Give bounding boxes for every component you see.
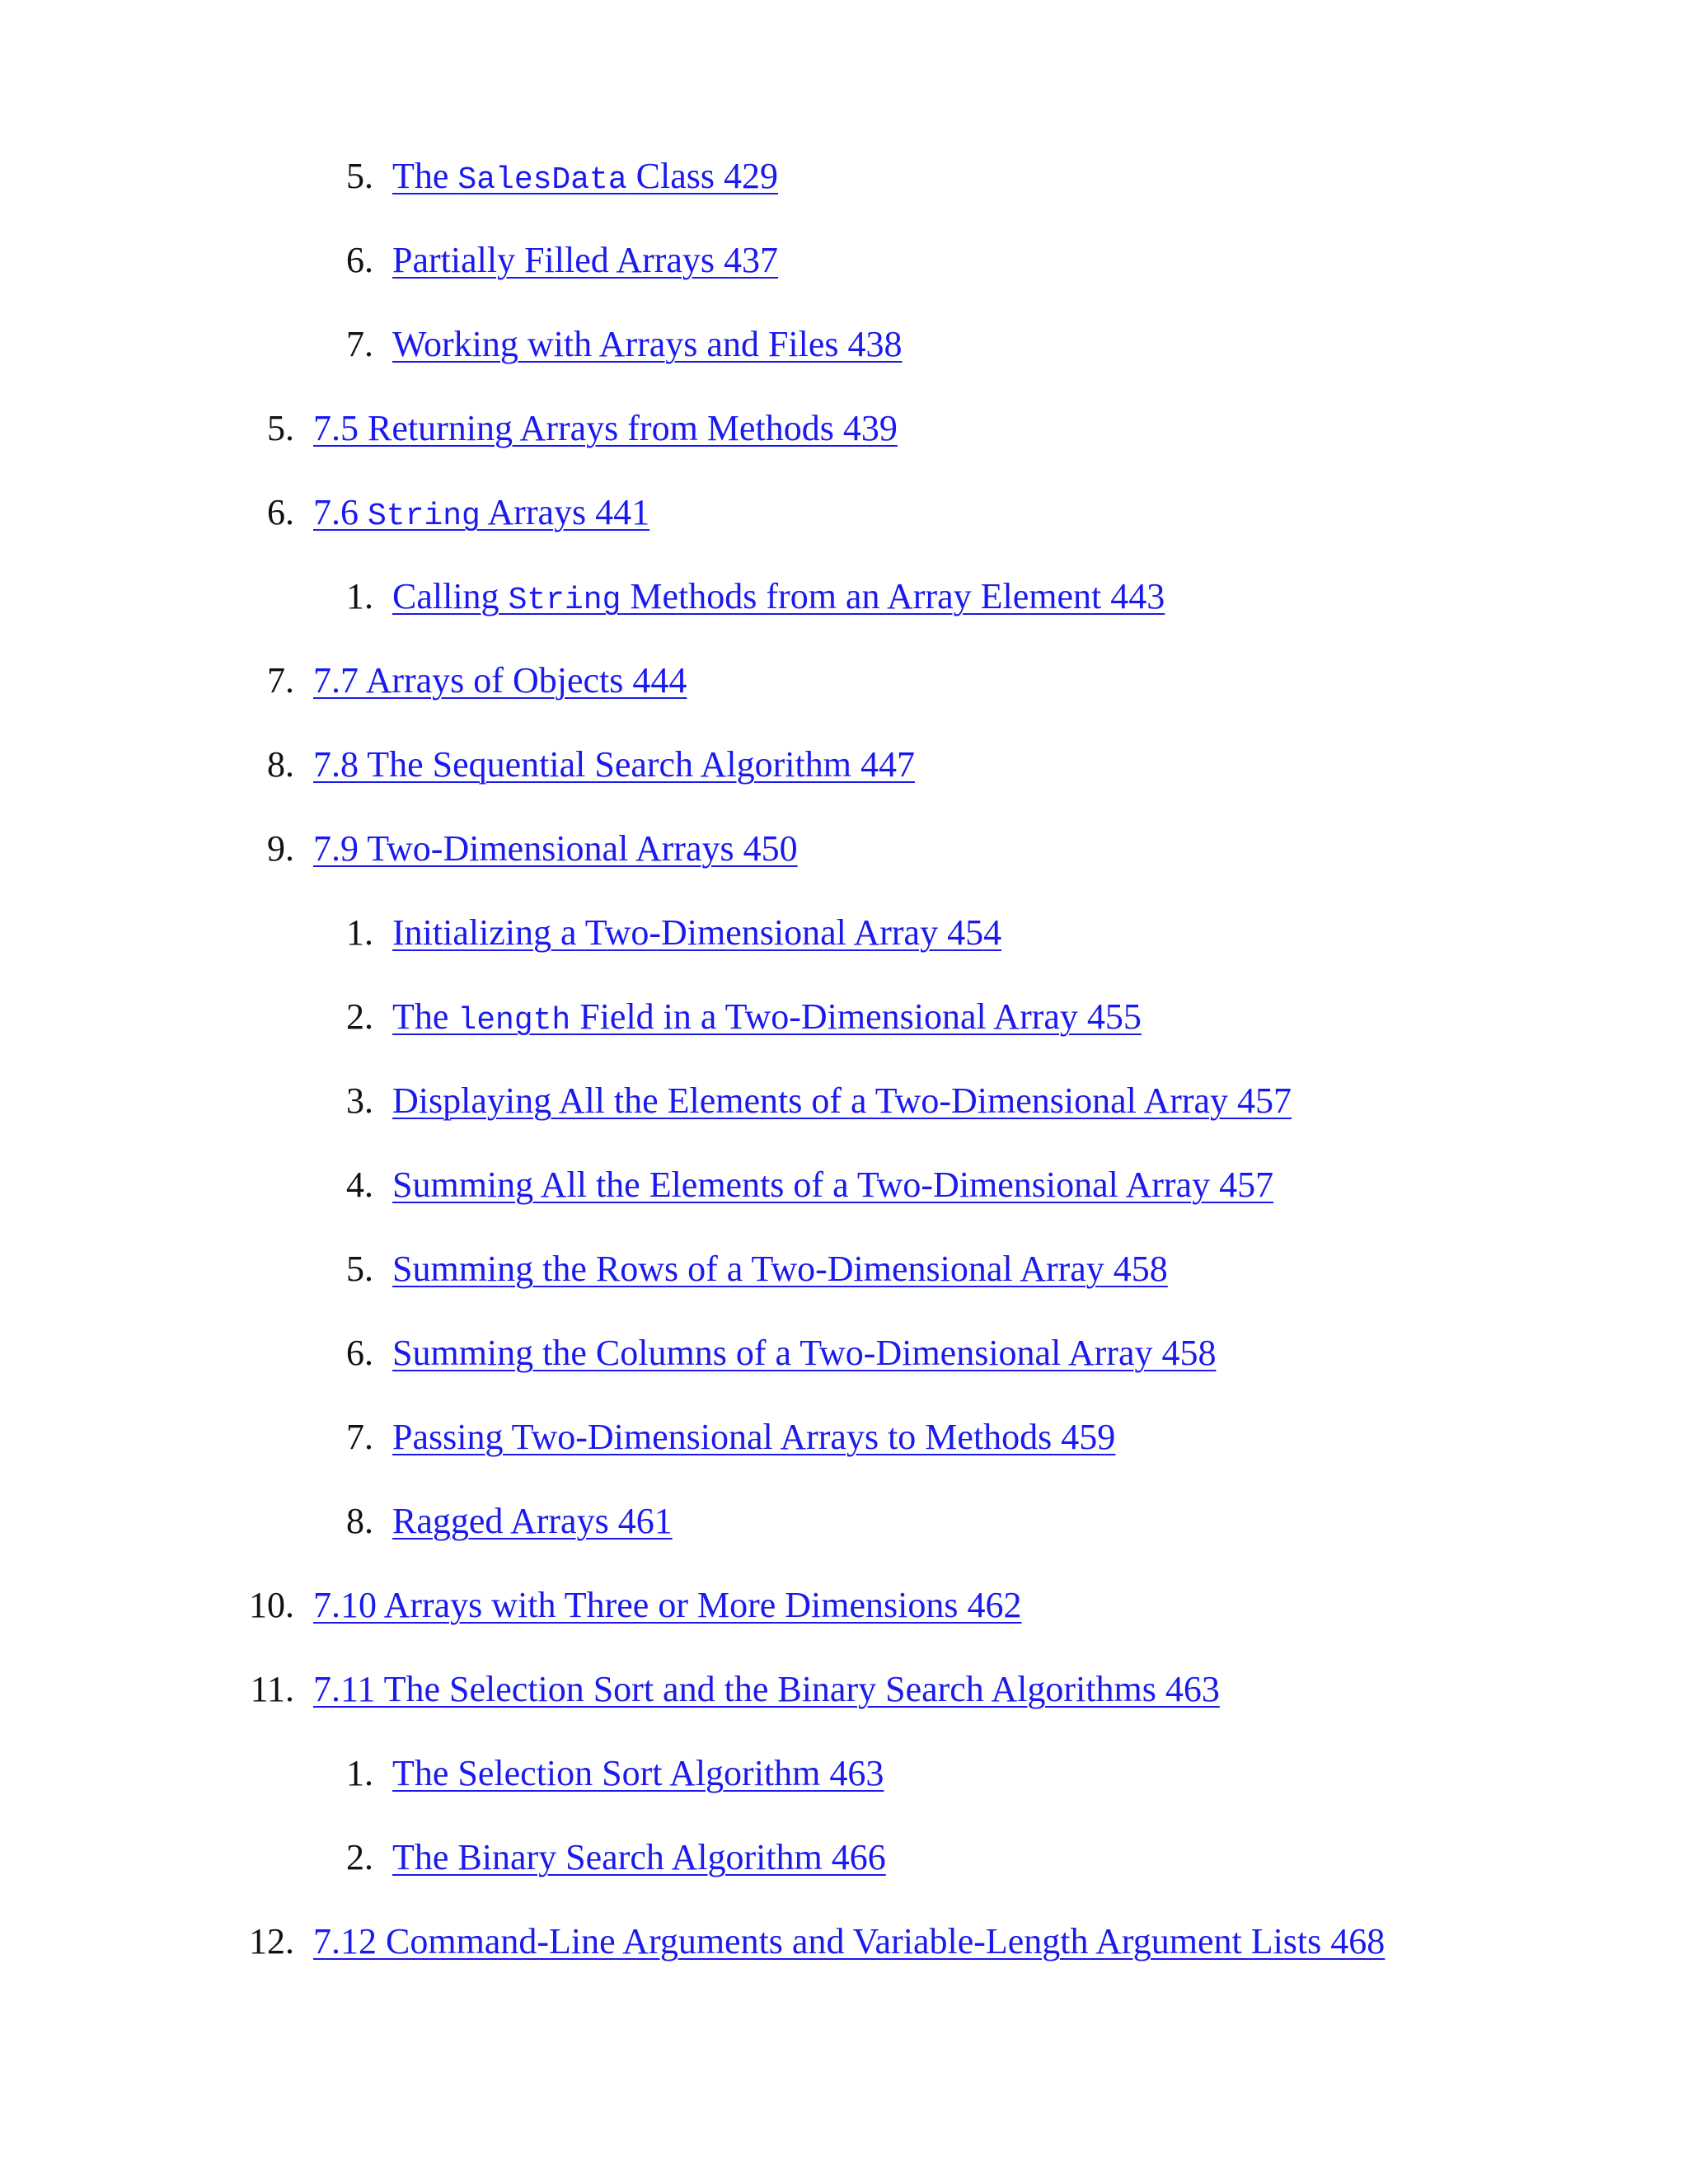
toc-entry: [0, 572, 1688, 621]
toc-entry-number: 4.: [346, 1165, 373, 1205]
toc-entry-number: 11.: [250, 1669, 294, 1709]
link-text: 7.7 Arrays of Objects 444: [313, 660, 687, 701]
link-text: Calling: [392, 576, 509, 616]
toc-entry-link[interactable]: [392, 992, 1142, 1046]
toc-entry: [0, 1665, 1688, 1714]
code-term: String: [368, 499, 481, 534]
toc-entry-number: 1.: [346, 576, 373, 616]
toc-entry: [0, 1917, 1688, 1966]
toc-entry-link[interactable]: [392, 1833, 886, 1882]
toc-entry-link[interactable]: [392, 1497, 673, 1546]
toc-entry-link[interactable]: [313, 1917, 1385, 1966]
link-text: Summing the Columns of a Two-Dimensional Array 458: [392, 1333, 1217, 1373]
link-text: 7.8 The Sequential Search Algorithm 447: [313, 744, 915, 785]
toc-entry-link[interactable]: [392, 1244, 1168, 1294]
toc-entry-number: 6.: [346, 1333, 373, 1373]
toc-entry: [0, 404, 1688, 453]
toc-entry: [0, 1497, 1688, 1546]
link-text: Displaying All the Elements of a Two-Dimensional Array 457: [392, 1080, 1292, 1121]
link-text: Summing the Rows of a Two-Dimensional Array 458: [392, 1249, 1168, 1289]
toc-entry: [0, 1329, 1688, 1378]
toc-entry: [0, 1076, 1688, 1126]
link-text: Methods from an Array Element 443: [621, 576, 1165, 616]
toc-entry-number: 2.: [346, 996, 373, 1037]
toc-entry-link[interactable]: [392, 908, 1001, 958]
link-text: Class 429: [626, 156, 778, 196]
toc-entry-link[interactable]: [392, 320, 903, 369]
toc-entry-number: 5.: [346, 156, 373, 196]
link-text: Field in a Two-Dimensional Array 455: [570, 996, 1142, 1037]
toc-entry: [0, 992, 1688, 1042]
toc-entry-link[interactable]: [313, 656, 687, 705]
toc-entry-link[interactable]: [313, 404, 898, 453]
toc-entry-link[interactable]: [392, 1160, 1273, 1210]
toc-entry: [0, 488, 1688, 537]
toc-entry-number: 5.: [346, 1249, 373, 1289]
toc-entry: [0, 236, 1688, 285]
toc-entry-link[interactable]: [392, 572, 1165, 626]
toc-entry: [0, 740, 1688, 790]
toc-entry-number: 12.: [249, 1921, 294, 1961]
toc-entry-number: 1.: [346, 912, 373, 953]
toc-entry-number: 8.: [267, 744, 294, 785]
link-text: 7.11 The Selection Sort and the Binary Search Algorithms 463: [313, 1669, 1220, 1709]
toc-entry-number: 7.: [346, 1417, 373, 1457]
toc-entry-number: 3.: [346, 1080, 373, 1121]
toc-entry-number: 1.: [346, 1753, 373, 1793]
code-term: String: [508, 583, 621, 618]
toc-entry: [0, 320, 1688, 369]
toc-entry-number: 10.: [249, 1585, 294, 1625]
toc-entry-link[interactable]: [313, 1665, 1220, 1714]
toc-entry-number: 7.: [267, 660, 294, 701]
toc-entry-link[interactable]: [392, 1076, 1292, 1126]
toc-entry-link[interactable]: [392, 1413, 1115, 1462]
toc-entry-link[interactable]: [392, 152, 778, 205]
link-text: The: [392, 996, 458, 1037]
toc-entry: [0, 1833, 1688, 1882]
link-text: Working with Arrays and Files 438: [392, 324, 903, 364]
toc-entry-link[interactable]: [313, 824, 798, 874]
link-text: Partially Filled Arrays 437: [392, 240, 779, 280]
toc-entry-link[interactable]: [313, 1581, 1022, 1630]
toc-entry-link[interactable]: [313, 488, 649, 541]
link-text: The Binary Search Algorithm 466: [392, 1837, 886, 1877]
toc-entry-number: 8.: [346, 1501, 373, 1541]
toc-entry-link[interactable]: [392, 1329, 1216, 1378]
link-text: Arrays 441: [480, 492, 650, 532]
toc-entry-number: 7.: [346, 324, 373, 364]
toc-entry: [0, 1244, 1688, 1294]
toc-entry: [0, 656, 1688, 705]
link-text: 7.10 Arrays with Three or More Dimensions 462: [313, 1585, 1022, 1625]
link-text: 7.6: [313, 492, 368, 532]
link-text: Ragged Arrays 461: [392, 1501, 673, 1541]
link-text: The Selection Sort Algorithm 463: [392, 1753, 884, 1793]
toc-entry: [0, 152, 1688, 201]
toc-entry: [0, 1413, 1688, 1462]
toc-entry-number: 9.: [267, 828, 294, 869]
link-text: 7.5 Returning Arrays from Methods 439: [313, 408, 898, 448]
toc-entry-number: 6.: [346, 240, 373, 280]
code-term: SalesData: [457, 162, 627, 198]
link-text: Summing All the Elements of a Two-Dimensional Array 457: [392, 1165, 1274, 1205]
toc-entry-number: 5.: [267, 408, 294, 448]
toc-entry: [0, 824, 1688, 874]
toc-entry: [0, 1749, 1688, 1798]
link-text: The: [392, 156, 458, 196]
toc-entry: [0, 908, 1688, 958]
link-text: Initializing a Two-Dimensional Array 454: [392, 912, 1002, 953]
code-term: length: [457, 1003, 571, 1038]
toc-entry-number: 6.: [267, 492, 294, 532]
toc-entry-link[interactable]: [313, 740, 915, 790]
toc-entry-number: 2.: [346, 1837, 373, 1877]
toc-entry-link[interactable]: [392, 1749, 884, 1798]
link-text: Passing Two-Dimensional Arrays to Methods 459: [392, 1417, 1116, 1457]
link-text: 7.12 Command-Line Arguments and Variable-Length Argument Lists 468: [313, 1921, 1386, 1961]
link-text: 7.9 Two-Dimensional Arrays 450: [313, 828, 798, 869]
toc-entry: [0, 1581, 1688, 1630]
toc-entry-link[interactable]: [392, 236, 778, 285]
toc-entry: [0, 1160, 1688, 1210]
